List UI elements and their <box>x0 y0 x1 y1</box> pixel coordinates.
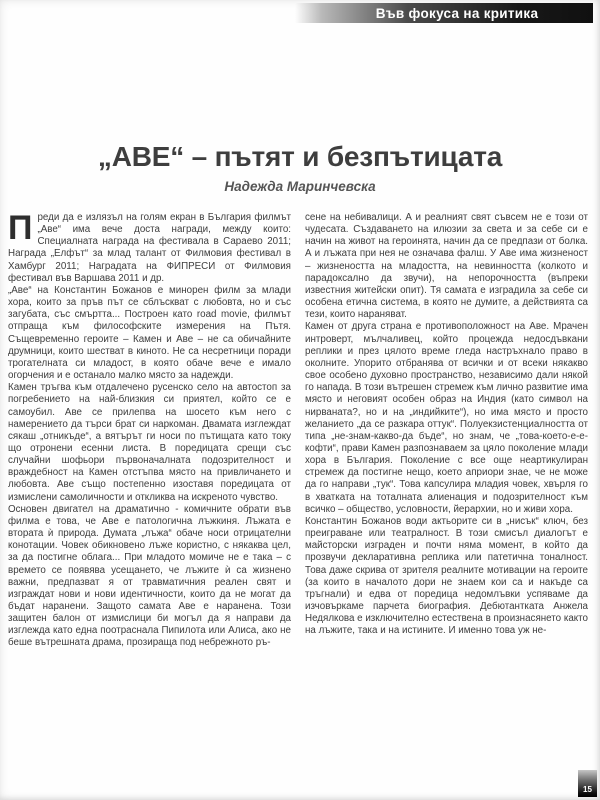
column-right <box>305 212 588 764</box>
article-author: Надежда Маринчевска <box>224 179 376 194</box>
paragraph: Основен двигател на драматично - комичните обрати във филма е това, че Аве е патологична лъжкиня. Лъжата е втората ѝ природа. Думата „лъжа“ обаче носи отрицателни конотации. Човек обикновено лъже користно, с някаква цел, за да постигне облага... При младото момиче не е така – с времето се появява усещането, че лъжите ѝ са жизнено важни, предпазват я от травматичния реален свят и изграждат нови и нови идентичности, които да не могат да бъдат наранени. Защото самата Аве е наранена. Този защитен балон от измислици би могъл да я направи да изглежда като една поотраснала Пипилота или Алиса, ако не беше вътрешната драма, прозираща под небрежното ръ- <box>8 503 291 649</box>
article-body <box>8 212 588 764</box>
paragraph: Преди да е излязъл на голям екран в България филмът „Аве“ има вече доста награди, между които: Специалната награда на фестивала в Сараево 2011; Награда „Елфът“ за млад талант от Филмовия фестивал в Хамбург 2011; Наградата на ФИПРЕСИ от Филмовия фестивал във Варшава 2011 и др. <box>8 212 291 284</box>
paragraph: сене на небивалици. А и реалният свят съвсем не е този от чудесата. Създаването на илюзии за света и за себе си е начин на живот на героинята, начин да се предпази от болка. А и лъжата при нея не означава фалш. У Аве има жизненост – жизнеността на младостта, на невинността (колкото и парадоксално да звучи), на непорочността (въпреки известния житейски опит). Тя самата е изградила за себе си особена етична система, в която не думите, а действията са тези, които нараняват. <box>305 212 588 321</box>
page-number: 15 <box>583 785 592 794</box>
paragraph: Константин Божанов води актьорите си в „нисък“ ключ, без преиграване или театралност. В този смисъл диалогът е майсторски изграден и почти няма момент, в който да прозвучи декларативна реплика или патетична тоналност. Това даже скрива от зрителя реалните мотивации на героите (за които в началото дори не знаем кои са и накъде са тръгнали) и едва от поредица недомлъвки успяваме да изчовъркаме парчета биография. Дебютантката Анжела Недялкова е изключително естествена в произнасянето както на лъжите, така и на истините. И именно това уж не- <box>305 515 588 637</box>
article-title: „АВЕ“ – пътят и безпътицата <box>97 141 503 172</box>
section-header-label: Във фокуса на критика <box>375 5 539 21</box>
drop-cap: П <box>8 212 33 247</box>
page-number-badge <box>578 770 597 797</box>
column-left <box>8 212 291 764</box>
section-header-bar <box>295 3 593 23</box>
paragraph: Камен от друга страна е противоположност на Аве. Мрачен интроверт, мълчаливец, който процежда недосдъвкани реплики и през цялото време гледа настръхнало право в околните. Упорито отбранява от всички и от всеки някакво свое особено духовно пространство, независимо дали някой го напада. В този вътрешен стремеж към лично развитие има място и неговият особен образ на Индия (като символ на нирваната?, но и на „индийките“), но има място и просто желанието „да се разкара оттук“. Полуекзистенциалността от типа „не-знам-какво-да бъде“, но знам, че „това-което-е-е-кофти“, прави Камен разпознаваем за цяло поколение млади хора в България. Поколение с все още неартикулиран стремеж да постигне нещо, което априори знае, че не може да го направи „тук“. Това капсулира младия човек, хвърля го в хватката на тоталната алиенация и подозрителност към всичко – общество, условности, йерархии, но и живи хора. <box>305 321 588 515</box>
paragraph: Камен тръгва към отдалечено русенско село на автостоп за погребението на най-близкия си приятел, който се е самоубил. Аве се прилепва на шосето към него с намерението да търси брат си наркоман. Двамата изглеждат сякаш „отникъде“, а вятърът ги носи по пътищата като току що отронени есенни листа. В поредицата срещи със случайни шофьори първоначалната подозрителност и враждебност на Камен отстъпва място на привличането и любовта. Аве също постепенно изоставя поредицата от измислени самоличности и откликва на искреното чувство. <box>8 382 291 503</box>
paragraph: „Аве“ на Константин Божанов е минорен филм за млади хора, които за пръв път се сблъскват с любовта, но и със загубата, със смъртта... Построен като road movie, филмът отпраща към философските измерения на Пътя. Същевременно героите – Камен и Аве – не са обичайните друмници, които шестват в киното. Не са несретници поради трогателната си младост, в която обаче вече е имало огорчения и е останало малко място за надежди. <box>8 284 291 382</box>
